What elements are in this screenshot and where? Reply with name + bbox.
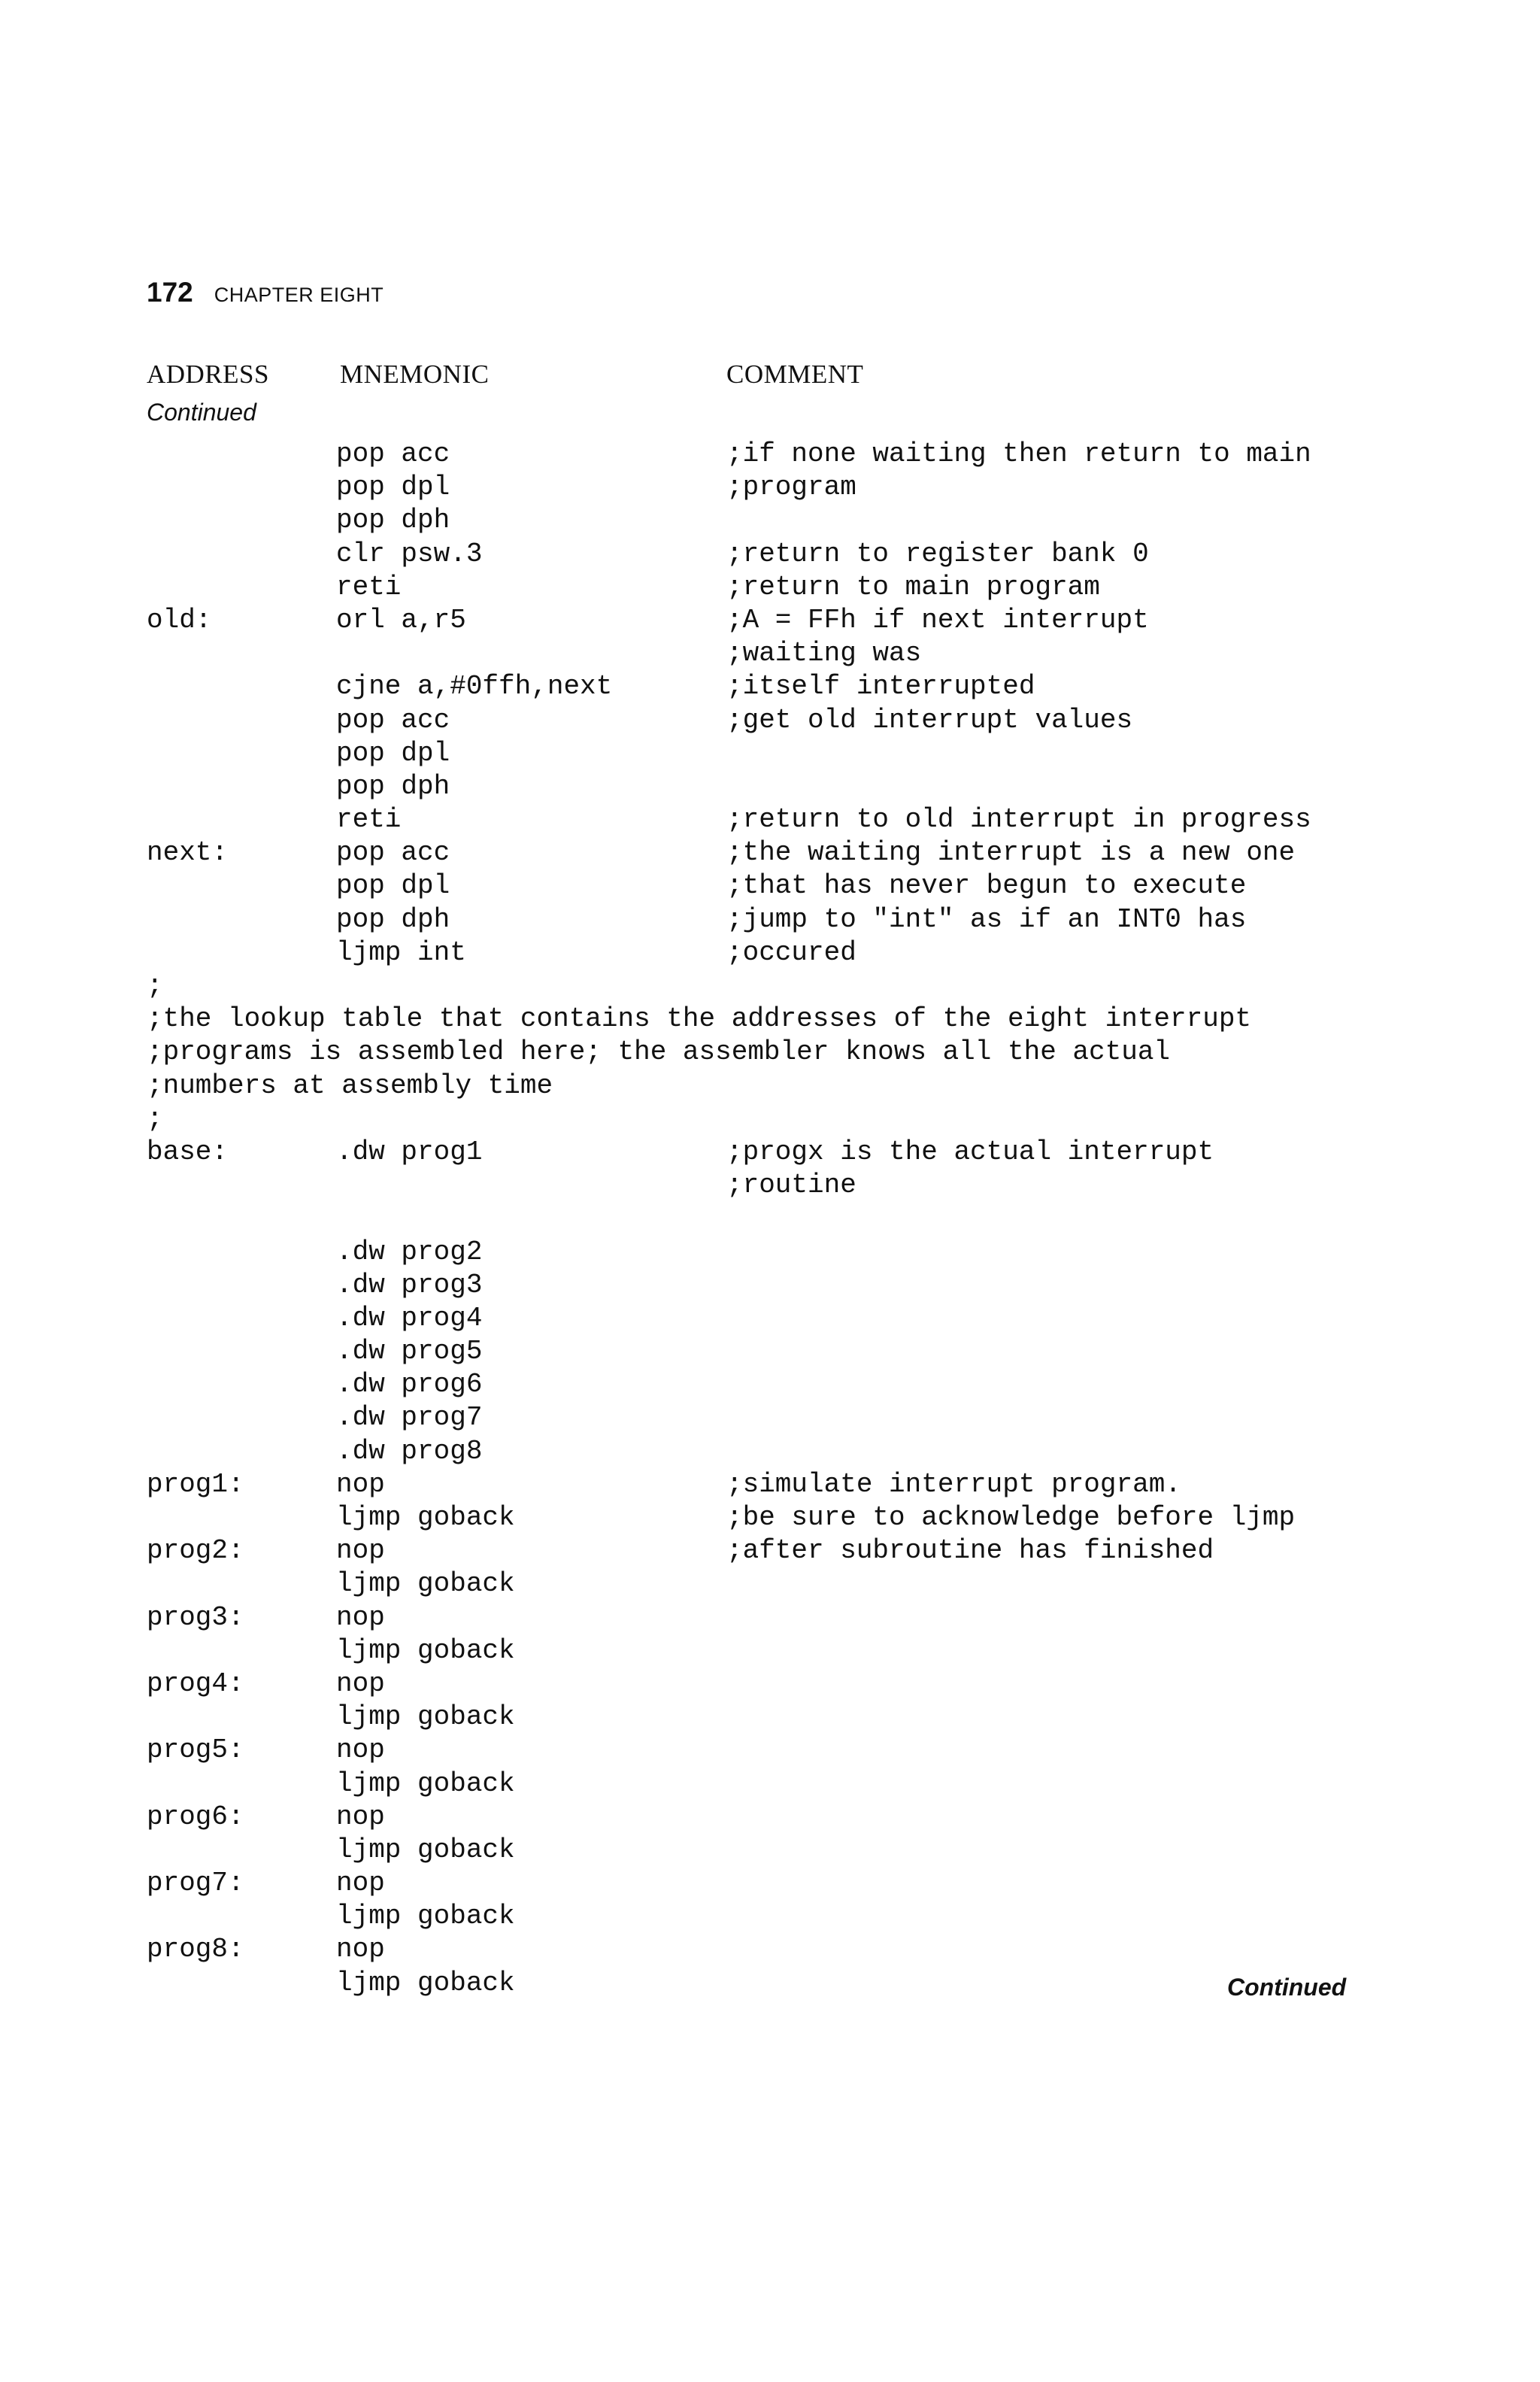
- code-comment: ;return to register bank 0: [726, 538, 1149, 569]
- mnemonic-column-header: MNEMONIC: [340, 360, 490, 389]
- code-comment: ;simulate interrupt program.: [726, 1468, 1181, 1500]
- code-line: [147, 836, 1380, 869]
- code-mnemonic: pop dph: [336, 770, 450, 802]
- code-comment-line: ;programs is assembled here; the assembler knows all the actual: [147, 1036, 1171, 1068]
- code-line: [147, 604, 1380, 637]
- comment-column-header: COMMENT: [726, 360, 864, 389]
- code-label: base:: [147, 1136, 229, 1167]
- code-line: [147, 1236, 1380, 1269]
- code-line: [147, 936, 1380, 969]
- code-mnemonic: pop dpl: [336, 737, 450, 769]
- code-line: [147, 1768, 1380, 1801]
- code-comment: ;be sure to acknowledge before ljmp: [726, 1502, 1296, 1533]
- code-mnemonic: .dw prog5: [336, 1336, 483, 1367]
- code-label: prog8:: [147, 1934, 244, 1965]
- code-comment-line: ;the lookup table that contains the addresses of the eight interrupt: [147, 1003, 1252, 1035]
- code-listing: [147, 438, 1380, 2000]
- code-mnemonic: ljmp int: [336, 936, 466, 968]
- code-comment: ;progx is the actual interrupt: [726, 1136, 1214, 1167]
- code-line: [147, 803, 1380, 836]
- code-comment: ;that has never begun to execute: [726, 870, 1247, 902]
- code-mnemonic: pop dph: [336, 505, 450, 536]
- code-mnemonic: ljmp goback: [336, 1834, 515, 1865]
- code-mnemonic: nop: [336, 1601, 385, 1633]
- code-label: prog3:: [147, 1601, 244, 1633]
- code-mnemonic: .dw prog6: [336, 1369, 483, 1400]
- code-line: [147, 1169, 1380, 1202]
- code-line: [147, 571, 1380, 604]
- code-mnemonic: pop acc: [336, 704, 450, 736]
- code-comment: ;jump to "int" as if an INT0 has: [726, 903, 1247, 935]
- running-header: [147, 277, 383, 308]
- code-line: [147, 1601, 1380, 1634]
- code-line: [147, 737, 1380, 770]
- code-mnemonic: .dw prog8: [336, 1435, 483, 1467]
- code-line: [147, 1900, 1380, 1933]
- code-label: next:: [147, 837, 229, 869]
- code-mnemonic: .dw prog4: [336, 1302, 483, 1334]
- code-line: [147, 538, 1380, 571]
- code-comment-line: ;: [147, 970, 163, 1001]
- code-line: [147, 704, 1380, 737]
- code-mnemonic: orl a,r5: [336, 604, 466, 636]
- code-line: [147, 869, 1380, 903]
- code-mnemonic: ljmp goback: [336, 1568, 515, 1600]
- code-line: [147, 438, 1380, 471]
- code-comment: ;the waiting interrupt is a new one: [726, 837, 1296, 869]
- code-line: [147, 1401, 1380, 1434]
- code-mnemonic: .dw prog1: [336, 1136, 483, 1167]
- code-mnemonic: .dw prog7: [336, 1402, 483, 1434]
- code-line: [147, 1435, 1380, 1468]
- code-comment: ;return to old interrupt in progress: [726, 804, 1311, 836]
- code-line: [147, 1335, 1380, 1368]
- code-mnemonic: .dw prog2: [336, 1236, 483, 1267]
- code-line: [147, 1534, 1380, 1567]
- code-comment-line: ;numbers at assembly time: [147, 1070, 553, 1101]
- continued-label-bottom: Continued: [1227, 1974, 1347, 2001]
- code-line: [147, 1801, 1380, 1834]
- code-comment-line: ;: [147, 1103, 163, 1134]
- code-mnemonic: ljmp goback: [336, 1901, 515, 1932]
- code-mnemonic: nop: [336, 1934, 385, 1965]
- code-line: [147, 1967, 1380, 2000]
- code-mnemonic: ljmp goback: [336, 1502, 515, 1533]
- code-line: [147, 471, 1380, 504]
- code-line: [147, 504, 1380, 537]
- code-mnemonic: pop dpl: [336, 870, 450, 902]
- code-line: [147, 1468, 1380, 1501]
- code-mnemonic: clr psw.3: [336, 538, 483, 569]
- code-comment: ;itself interrupted: [726, 671, 1035, 702]
- code-comment: ;get old interrupt values: [726, 704, 1133, 736]
- code-line: [147, 1667, 1380, 1701]
- code-label: prog5:: [147, 1734, 244, 1766]
- code-comment: ;A = FFh if next interrupt: [726, 604, 1149, 636]
- code-line: [147, 1103, 1380, 1136]
- code-line: [147, 1368, 1380, 1401]
- code-line: [147, 1136, 1380, 1169]
- code-comment: ;routine: [726, 1170, 856, 1201]
- code-label: prog4:: [147, 1667, 244, 1699]
- code-mnemonic: nop: [336, 1667, 385, 1699]
- code-line: [147, 770, 1380, 803]
- code-line: [147, 1003, 1380, 1036]
- code-line: [147, 1933, 1380, 1966]
- code-comment: ;program: [726, 472, 856, 503]
- code-line: [147, 1734, 1380, 1767]
- code-line: [147, 1701, 1380, 1734]
- code-line: [147, 670, 1380, 703]
- code-label: prog1:: [147, 1468, 244, 1500]
- code-label: prog6:: [147, 1801, 244, 1832]
- code-line: [147, 1634, 1380, 1667]
- code-mnemonic: reti: [336, 804, 402, 836]
- code-line: [147, 903, 1380, 936]
- code-line: [147, 1269, 1380, 1302]
- code-comment: ;waiting was: [726, 638, 922, 669]
- code-mnemonic: .dw prog3: [336, 1269, 483, 1300]
- code-comment: ;return to main program: [726, 571, 1100, 602]
- continued-label-top: Continued: [147, 399, 256, 426]
- code-line: [147, 1867, 1380, 1900]
- code-line: [147, 1567, 1380, 1601]
- code-label: prog2:: [147, 1535, 244, 1567]
- code-line: [147, 969, 1380, 1003]
- code-mnemonic: ljmp goback: [336, 1634, 515, 1666]
- code-mnemonic: reti: [336, 571, 402, 602]
- code-label: old:: [147, 604, 212, 636]
- code-mnemonic: pop acc: [336, 837, 450, 869]
- code-line: [147, 1036, 1380, 1069]
- code-mnemonic: nop: [336, 1734, 385, 1766]
- code-mnemonic: nop: [336, 1868, 385, 1899]
- code-mnemonic: nop: [336, 1468, 385, 1500]
- code-mnemonic: ljmp goback: [336, 1768, 515, 1799]
- code-mnemonic: nop: [336, 1535, 385, 1567]
- address-column-header: ADDRESS: [147, 360, 269, 389]
- code-mnemonic: cjne a,#0ffh,next: [336, 671, 613, 702]
- code-comment: ;occured: [726, 936, 856, 968]
- code-line: [147, 1501, 1380, 1534]
- code-mnemonic: pop acc: [336, 438, 450, 469]
- chapter-title: CHAPTER EIGHT: [214, 284, 384, 306]
- code-mnemonic: ljmp goback: [336, 1701, 515, 1733]
- code-line: [147, 637, 1380, 670]
- code-mnemonic: ljmp goback: [336, 1967, 515, 1998]
- code-line: [147, 1202, 1380, 1235]
- code-comment: ;if none waiting then return to main: [726, 438, 1311, 469]
- code-line: [147, 1302, 1380, 1335]
- code-line: [147, 1070, 1380, 1103]
- code-comment: ;after subroutine has finished: [726, 1535, 1214, 1567]
- code-mnemonic: pop dph: [336, 903, 450, 935]
- code-label: prog7:: [147, 1868, 244, 1899]
- code-mnemonic: nop: [336, 1801, 385, 1832]
- code-mnemonic: pop dpl: [336, 472, 450, 503]
- page-number: 172: [147, 277, 193, 308]
- code-line: [147, 1834, 1380, 1867]
